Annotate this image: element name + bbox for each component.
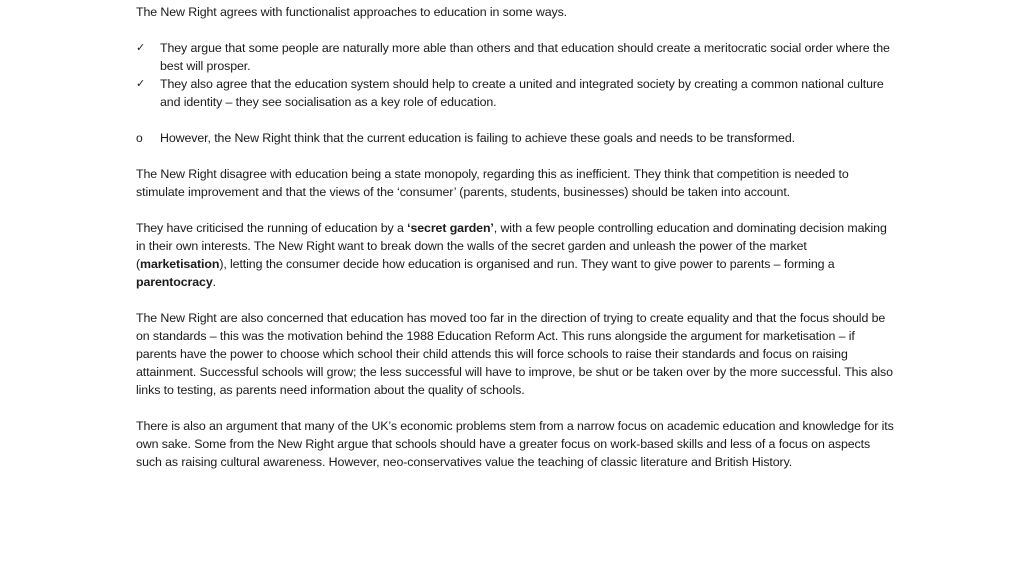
secret-garden-text-2: , with a few people controlling education and dominating decision making in their own interests. The New Right want to break down the walls of the secret garden and unleash the power of the market (	[136, 221, 887, 271]
document-body	[136, 3, 896, 471]
secret-garden-text-4: .	[212, 275, 216, 289]
check-icon: ✓	[136, 77, 146, 90]
secret-garden-text-3: ), letting the consumer decide how education is organised and run. They want to give power to parents – forming a	[219, 257, 835, 271]
agree-point-text: They argue that some people are naturally more able than others and that education should create a meritocratic social order where the best will prosper.	[160, 41, 890, 73]
intro-paragraph: The New Right agrees with functionalist approaches to education in some ways.	[136, 5, 568, 19]
spacer	[136, 111, 896, 129]
spacer	[136, 291, 896, 309]
term-secret-garden: ‘secret garden’	[407, 221, 494, 235]
spacer	[136, 147, 896, 165]
circle-bullet-icon: o	[136, 131, 143, 145]
agree-point-1	[136, 39, 896, 75]
spacer	[136, 201, 896, 219]
however-point	[136, 129, 896, 147]
spacer	[136, 399, 896, 417]
secret-garden-text-1: They have criticised the running of education by a	[136, 221, 408, 235]
term-parentocracy: parentocracy	[136, 275, 213, 289]
secret-garden-paragraph	[136, 219, 896, 291]
economy-paragraph: There is also an argument that many of the UK’s economic problems stem from a narrow focus on academic education and knowledge for its own sake. Some from the New Right argue that schools should have a greater focus on work-based skills and less of a focus on aspects such as raising cultural awareness. However, neo-conservatives value the teaching of classic literature and British History.	[136, 419, 894, 469]
spacer	[136, 21, 896, 39]
term-marketisation: marketisation	[140, 257, 220, 271]
check-icon: ✓	[136, 41, 146, 54]
however-point-text: However, the New Right think that the current education is failing to achieve these goals and needs to be transformed.	[160, 131, 795, 145]
standards-paragraph: The New Right are also concerned that education has moved too far in the direction of trying to create equality and that the focus should be on standards – this was the motivation behind the 1988 Education Reform Act. This runs alongside the argument for marketisation – if parents have the power to choose which school their child attends this will force schools to raise their standards and focus on raising attainment. Successful schools will grow; the less successful will have to improve, be shut or be taken over by the more successful. This also links to testing, as parents need information about the quality of schools.	[136, 311, 893, 397]
agree-point-2	[136, 75, 896, 111]
monopoly-paragraph: The New Right disagree with education being a state monopoly, regarding this as inefficient. They think that competition is needed to stimulate improvement and that the views of the ‘consumer’ (parents, students, businesses) should be taken into account.	[136, 167, 849, 199]
agree-point-text: They also agree that the education system should help to create a united and integrated society by creating a common national culture and identity – they see socialisation as a key role of education.	[160, 77, 884, 109]
